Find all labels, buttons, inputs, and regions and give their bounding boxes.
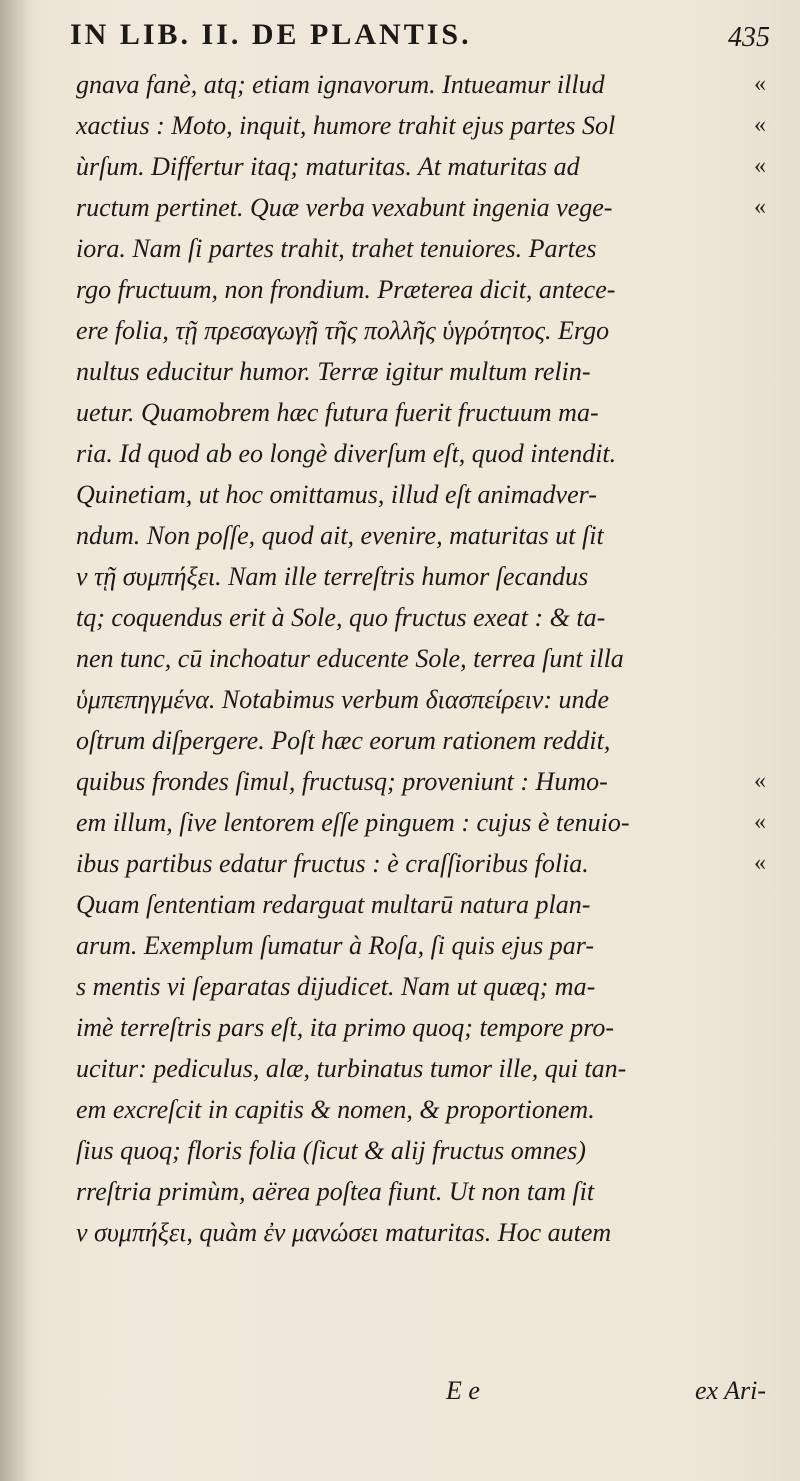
text-line	[76, 597, 766, 638]
page-header	[70, 18, 770, 58]
text-line	[76, 843, 766, 884]
line-text: s mentis vi ſeparatas dijudicet. Nam ut quæq; ma-	[76, 972, 596, 1001]
text-line	[76, 1007, 766, 1048]
text-line	[76, 392, 766, 433]
text-line	[76, 146, 766, 187]
line-text: quibus frondes ſimul, fructusq; proveniunt : Humo-	[76, 767, 608, 796]
line-text: em excreſcit in capitis & nomen, & proportionem.	[76, 1095, 595, 1124]
text-line	[76, 761, 766, 802]
catchword: ex Ari-	[695, 1376, 766, 1405]
text-line	[76, 105, 766, 146]
text-line	[76, 1171, 766, 1212]
text-line	[76, 433, 766, 474]
line-text: uetur. Quamobrem hæc futura fuerit fructuum ma-	[76, 398, 599, 427]
text-line	[76, 802, 766, 843]
text-line	[76, 925, 766, 966]
text-line	[76, 474, 766, 515]
quotation-mark: «	[754, 809, 766, 835]
line-text: ructum pertinet. Quæ verba vexabunt ingenia vege-	[76, 193, 613, 222]
text-line	[76, 64, 766, 105]
line-text: nen tunc, cū inchoatur educente Sole, terrea ſunt illa	[76, 644, 624, 673]
line-text: Quam ſententiam redarguat multarū natura plan-	[76, 890, 591, 919]
text-line	[76, 351, 766, 392]
line-text: ùrſum. Differtur itaq; maturitas. At maturitas ad	[76, 152, 580, 181]
text-line	[76, 884, 766, 925]
running-head: IN LIB. II. DE PLANTIS.	[70, 18, 472, 51]
line-text: gnava fanè, atq; etiam ignavorum. Intueamur illud	[76, 70, 605, 99]
line-text: em illum, ſive lentorem eſſe pinguem : cujus è tenuio-	[76, 808, 630, 837]
line-text: ucitur: pediculus, alæ, turbinatus tumor ille, qui tan-	[76, 1054, 627, 1083]
text-line	[76, 679, 766, 720]
line-text: ibus partibus edatur fructus : è craſſioribus folia.	[76, 849, 589, 878]
quotation-mark: «	[754, 194, 766, 220]
text-line	[76, 638, 766, 679]
text-line	[76, 720, 766, 761]
text-line	[76, 515, 766, 556]
text-line	[76, 1130, 766, 1171]
text-line	[76, 269, 766, 310]
text-line	[76, 1048, 766, 1089]
line-text: ria. Id quod ab eo longè diverſum eſt, quod intendit.	[76, 439, 617, 468]
signature-mark: E e	[446, 1376, 480, 1405]
line-text: nultus educitur humor. Terræ igitur multum relin-	[76, 357, 591, 386]
line-text: ſius quoq; floris folia (ſicut & alij fructus omnes)	[76, 1136, 586, 1165]
line-text: rreſtria primùm, aërea poſtea fiunt. Ut non tam ſit	[76, 1177, 595, 1206]
gutter-shadow	[0, 0, 30, 1481]
quotation-mark: «	[754, 71, 766, 97]
quotation-mark: «	[754, 153, 766, 179]
body-text	[76, 64, 766, 1253]
text-line	[76, 228, 766, 269]
line-text: ere folia, τῇ πρεσαγωγῇ τῆς πολλῆς ὑγρότητος. Ergo	[76, 316, 610, 345]
line-text: Quinetiam, ut hoc omittamus, illud eſt animadver-	[76, 480, 597, 509]
page-number: 435	[728, 22, 770, 53]
page-footer	[76, 1376, 766, 1416]
text-line	[76, 1212, 766, 1253]
line-text: iora. Nam ſi partes trahit, trahet tenuiores. Partes	[76, 234, 597, 263]
line-text: ὑμπεπηγμένα. Notabimus verbum διασπείρειν: unde	[76, 685, 610, 714]
line-text: ndum. Non poſſe, quod ait, evenire, maturitas ut ſit	[76, 521, 604, 550]
text-line	[76, 310, 766, 351]
quotation-mark: «	[754, 112, 766, 138]
line-text: arum. Exemplum ſumatur à Roſa, ſi quis ejus par-	[76, 931, 595, 960]
line-text: ν συμπήξει, quàm ἐν μανώσει maturitas. Hoc autem	[76, 1218, 612, 1247]
text-line	[76, 966, 766, 1007]
line-text: xactius : Moto, inquit, humore trahit ejus partes Sol	[76, 111, 616, 140]
quotation-mark: «	[754, 850, 766, 876]
text-line	[76, 1089, 766, 1130]
line-text: imè terreſtris pars eſt, ita primo quoq; tempore pro-	[76, 1013, 615, 1042]
line-text: oſtrum diſpergere. Poſt hæc eorum rationem reddit,	[76, 726, 611, 755]
line-text: tq; coquendus erit à Sole, quo fructus exeat : & ta-	[76, 603, 606, 632]
quotation-mark: «	[754, 768, 766, 794]
text-line	[76, 556, 766, 597]
line-text: ν τῇ συμπήξει. Nam ille terreſtris humor ſecandus	[76, 562, 589, 591]
line-text: rgo fructuum, non frondium. Præterea dicit, antece-	[76, 275, 616, 304]
text-line	[76, 187, 766, 228]
